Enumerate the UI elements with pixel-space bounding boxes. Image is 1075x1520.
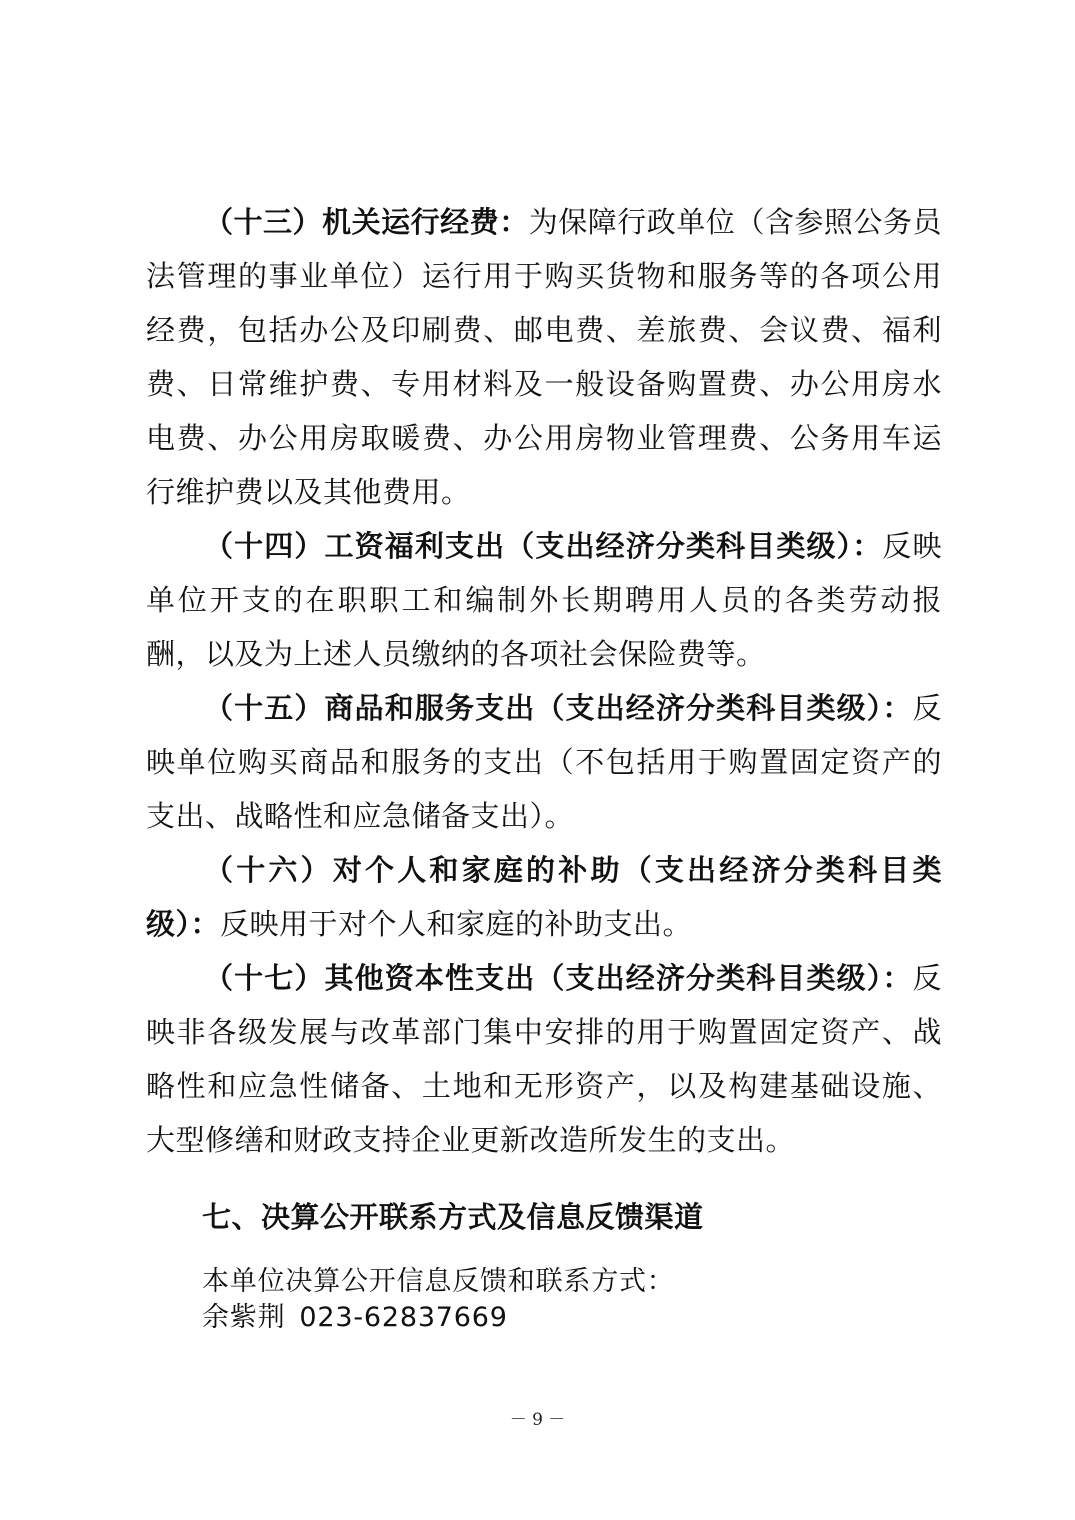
page-number: － 9 － (509, 1410, 566, 1430)
paragraph-heading: （十四）工资福利支出（支出经济分类科目类级）： (204, 529, 883, 563)
paragraph-body: 反映单位开支的在职职工和编制外长期聘用人员的各类劳动报酬，以及为上述人员缴纳的各项社会保险费等。 (146, 529, 942, 671)
paragraph-body: 反映用于对个人和家庭的补助支出。 (220, 907, 693, 941)
paragraph-heading: （十七）其他资本性支出（支出经济分类科目类级）： (204, 961, 913, 995)
contact-intro: 本单位决算公开信息反馈和联系方式： (202, 1266, 675, 1297)
paragraph-body: 为保障行政单位（含参照公务员法管理的事业单位）运行用于购买货物和服务等的各项公用经费，包括办公及印刷费、邮电费、差旅费、会议费、福利费、日常维护费、专用材料及一般设备购置费、办公用房水电费、办公用房取暖费、办公用房物业管理费、公务用车运行维护费以及其他费用。 (146, 205, 942, 509)
paragraph-17 (146, 951, 942, 1167)
paragraph-heading: （十三）机关运行经费： (204, 205, 529, 239)
paragraph-heading: （十六）对个人和家庭的补助（支出经济分类科目类级）： (146, 853, 942, 941)
paragraph-13 (146, 195, 942, 519)
paragraph-15 (146, 681, 942, 843)
paragraph-body: 反映非各级发展与改革部门集中安排的用于购置固定资产、战略性和应急性储备、土地和无形资产，以及构建基础设施、大型修缮和财政支持企业更新改造所发生的支出。 (146, 961, 942, 1157)
paragraph-heading: （十五）商品和服务支出（支出经济分类科目类级）： (204, 691, 913, 725)
section-title: 七、决算公开联系方式及信息反馈渠道 (202, 1200, 704, 1234)
paragraph-14 (146, 519, 942, 681)
contact-phone: 023-62837669 (299, 1302, 508, 1333)
contact-name: 余紫荆 (202, 1302, 286, 1333)
paragraph-16 (146, 843, 942, 951)
contact-info (202, 1298, 508, 1338)
paragraph-body: 反映单位购买商品和服务的支出（不包括用于购置固定资产的支出、战略性和应急储备支出）。 (146, 691, 942, 833)
